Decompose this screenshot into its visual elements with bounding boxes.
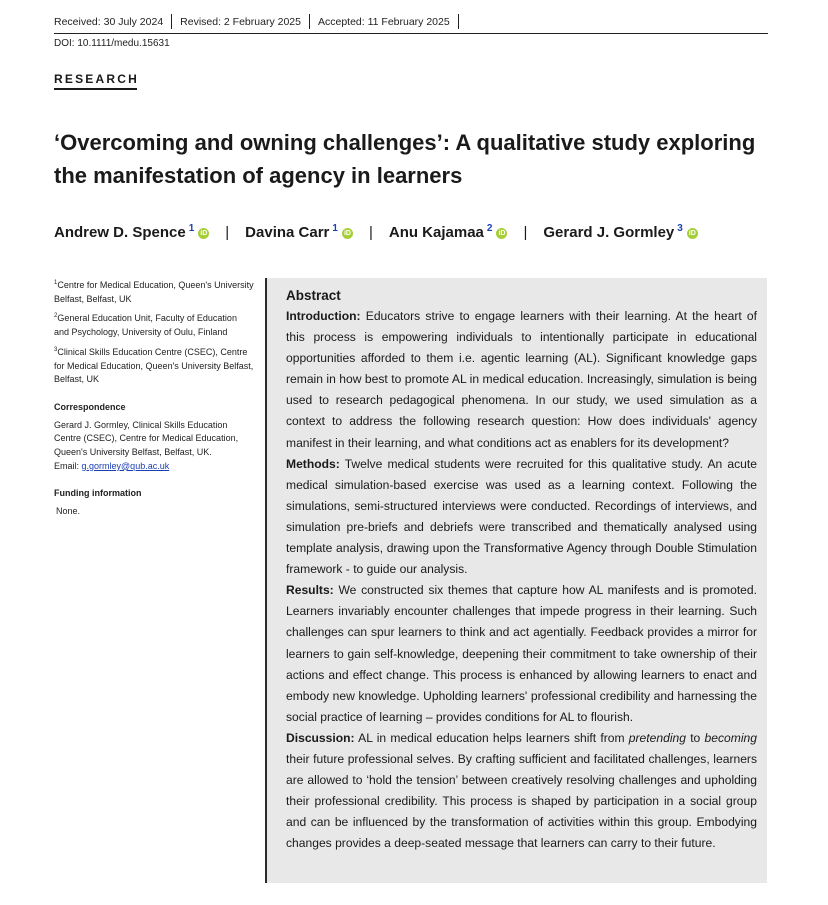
abstract-discussion: Discussion: AL in medical education helps learners shift from pretending to becoming their future professional selves. By crafting sufficient and facilitated challenges, learners are allowed to ‘hold the tension’ between creatively resolving challenges and upholding their professional credibility. This process is shaped by participation in a social group and can be influenced by the transformation of activities within this group. Embodying changes provides a deep-seated message that learners can carry to their future. <box>286 730 757 851</box>
author-separator: | <box>368 223 373 241</box>
author-name: Anu Kajamaa <box>388 224 484 241</box>
revised-date: Revised: 2 February 2025 <box>180 15 301 28</box>
correspondence-heading: Correspondence <box>54 401 126 412</box>
affiliation: $^3$Clinical Skills Education Centre (CSEC), Centre for Medical Education, Queen's University Belfast, Belfast, UK <box>54 346 254 385</box>
abstract-box <box>265 278 767 883</box>
article-info-column <box>54 277 254 523</box>
author-separator: | <box>523 223 528 241</box>
date-divider <box>171 14 172 29</box>
author[interactable] <box>245 223 353 241</box>
header-rule <box>54 33 768 34</box>
section-underline <box>54 88 137 90</box>
orcid-icon[interactable]: iD <box>200 229 208 237</box>
abstract-heading: Abstract <box>286 288 341 303</box>
doi[interactable]: DOI: 10.1111/medu.15631 <box>54 38 170 49</box>
date-divider <box>309 14 310 29</box>
article-title: ‘Overcoming and owning challenges’: A qualitative study exploring the manifestation of agency in learners <box>54 130 756 188</box>
orcid-icon[interactable]: iD <box>343 229 351 237</box>
author[interactable] <box>389 223 508 241</box>
orcid-icon[interactable]: iD <box>688 229 696 237</box>
author-name: Gerard J. Gormley <box>543 224 675 241</box>
orcid-icon[interactable]: iD <box>498 229 506 237</box>
author-list <box>54 223 698 241</box>
abstract-introduction: Introduction: Educators strive to engage learners with their learning. At the heart of this process is empowering individuals to intentionally participate in educational opportunities afforded to them i.e. agentic learning (AL). Significant knowledge gaps remain in how best to promote AL in medical education. Increasingly, simulation is being used to research pedagogical phenomena. In our study, we used simulation as a context to address the following research question: How does individuals' agency manifest in their learning, and what conditions act as enablers for its development? <box>286 309 757 450</box>
author-separator: | <box>225 223 230 241</box>
abstract-methods: Methods: Twelve medical students were recruited for this qualitative study. An acute medical simulation-based exercise was used as a learning context. Following the simulations, semi-structured interviews were conducted. Recordings of interviews, and simulation pre-briefs and debriefs were transcribed and thematically analysed using template analysis, drawing upon the Transformative Agency through Double Stimulation framework - to guide our analysis. <box>286 456 757 577</box>
accepted-date: Accepted: 11 February 2025 <box>317 15 450 28</box>
affiliation-marker[interactable]: 2 <box>486 223 493 234</box>
email-link[interactable]: g.gormley@qub.ac.uk <box>81 460 170 471</box>
affiliation-marker[interactable]: 3 <box>677 223 683 234</box>
correspondence-text: Gerard J. Gormley, Clinical Skills Education Centre (CSEC), Centre for Medical Education, Queen's University Belfast, Belfast, UK. Email: g.gormley@qub.ac.uk <box>54 419 239 471</box>
author[interactable] <box>54 223 209 241</box>
publication-dates <box>54 14 467 29</box>
received-date: Received: 30 July 2024 <box>54 15 164 28</box>
affiliation-marker[interactable]: 1 <box>332 223 338 234</box>
affiliation-marker[interactable]: 1 <box>188 223 195 234</box>
funding-text: None. <box>56 506 81 517</box>
affiliation: $^1$Centre for Medical Education, Queen's University Belfast, Belfast, UK <box>54 280 254 304</box>
section-label: RESEARCH <box>54 72 139 86</box>
funding-heading: Funding information <box>54 488 142 499</box>
date-divider <box>458 14 459 29</box>
author[interactable] <box>543 223 697 241</box>
affiliation: $^2$General Education Unit, Faculty of Education and Psychology, University of Oulu, Finland <box>54 313 237 338</box>
author-name: Davina Carr <box>245 224 330 241</box>
author-name: Andrew D. Spence <box>54 224 186 241</box>
abstract-results: Results: We constructed six themes that capture how AL manifests and is promoted. Learners invariably encounter challenges that impede progress in their learning. Such challenges can spur learners to think and act agentially. Feedback provides a mirror for learners to gain self-knowledge, deepening their commitment to take ownership of their actions and effect change. This process is enhanced by allowing learners to enact and embody new knowledge. Upholding learners' professional credibility and harnessing the social practice of learning – provides conditions for AL to flourish. <box>286 583 757 724</box>
